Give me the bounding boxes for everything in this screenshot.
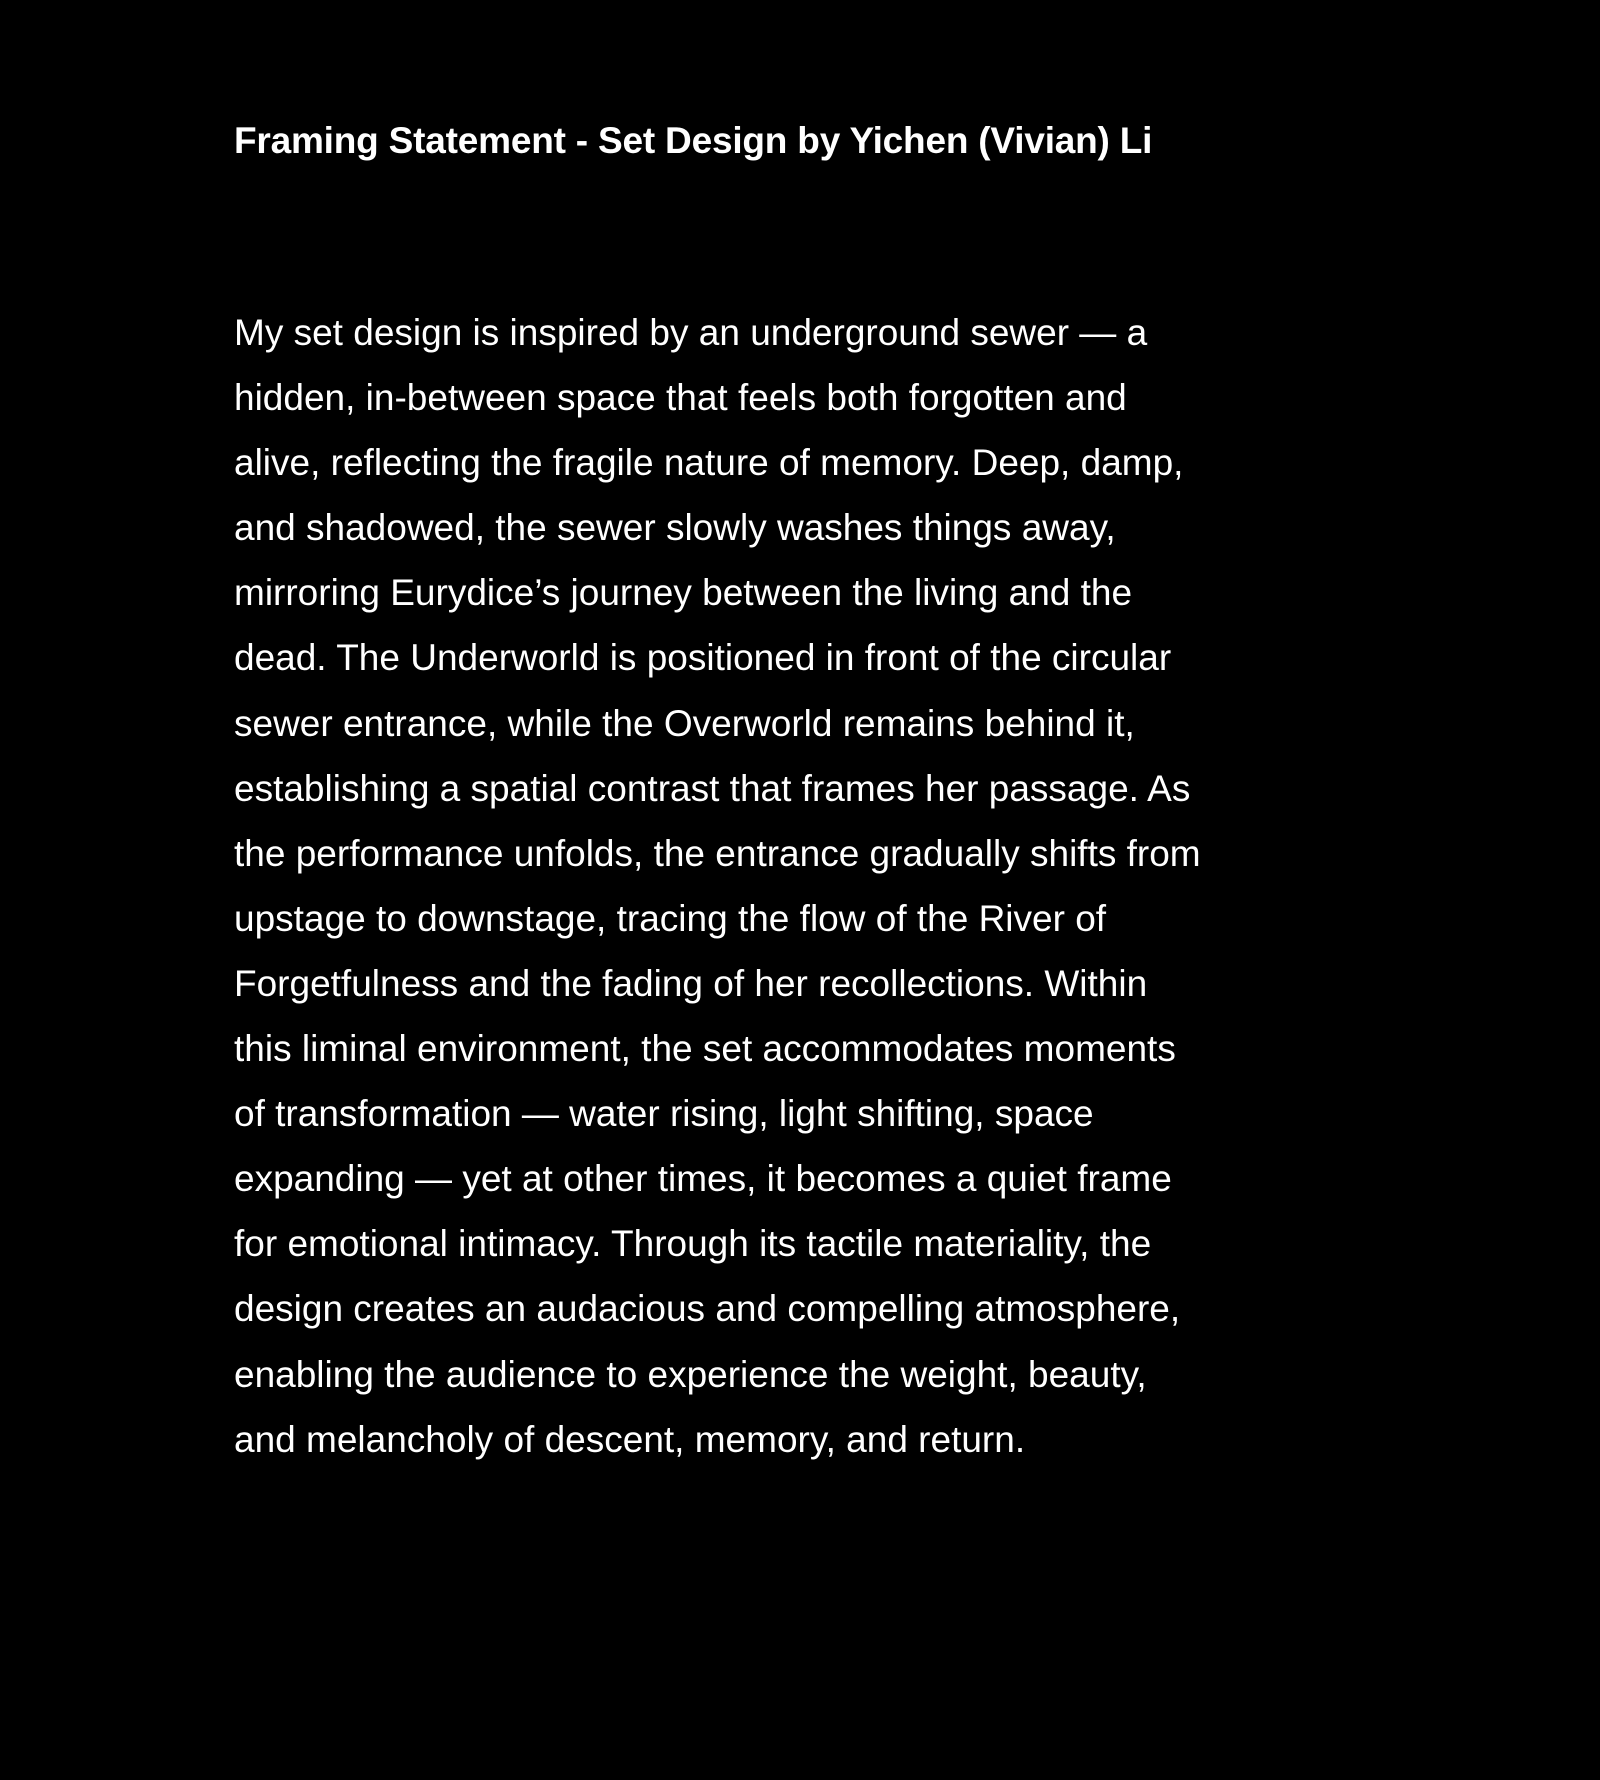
statement-line: dead. The Underworld is positioned in front of the circular [234, 637, 1172, 679]
statement-line: enabling the audience to experience the weight, beauty, [234, 1353, 1147, 1395]
statement-line: hidden, in-between space that feels both forgotten and [234, 377, 1127, 419]
statement-line: and melancholy of descent, memory, and return. [234, 1418, 1026, 1460]
document-title: Framing Statement - Set Design by Yichen (Vivian) Li [234, 120, 1153, 161]
statement-line: Forgetfulness and the fading of her recollections. Within [234, 962, 1148, 1004]
statement-line: and shadowed, the sewer slowly washes things away, [234, 507, 1116, 549]
statement-line: design creates an audacious and compelling atmosphere, [234, 1288, 1181, 1330]
statement-line: sewer entrance, while the Overworld remains behind it, [234, 702, 1135, 744]
statement-line: for emotional intimacy. Through its tactile materiality, the [234, 1223, 1152, 1265]
statement-line: this liminal environment, the set accommodates moments [234, 1028, 1176, 1070]
statement-line: the performance unfolds, the entrance gradually shifts from [234, 832, 1201, 874]
statement-line: My set design is inspired by an underground sewer — a [234, 312, 1148, 353]
statement-line: upstage to downstage, tracing the flow of the River of [234, 897, 1107, 939]
statement-line: mirroring Eurydice’s journey between the living and the [234, 572, 1133, 614]
statement-line: alive, reflecting the fragile nature of memory. Deep, damp, [234, 442, 1184, 484]
statement-line: expanding — yet at other times, it becomes a quiet frame [234, 1158, 1172, 1200]
statement-body [234, 300, 1434, 1472]
statement-line: establishing a spatial contrast that frames her passage. As [234, 767, 1191, 809]
statement-line: of transformation — water rising, light shifting, space [234, 1093, 1094, 1135]
